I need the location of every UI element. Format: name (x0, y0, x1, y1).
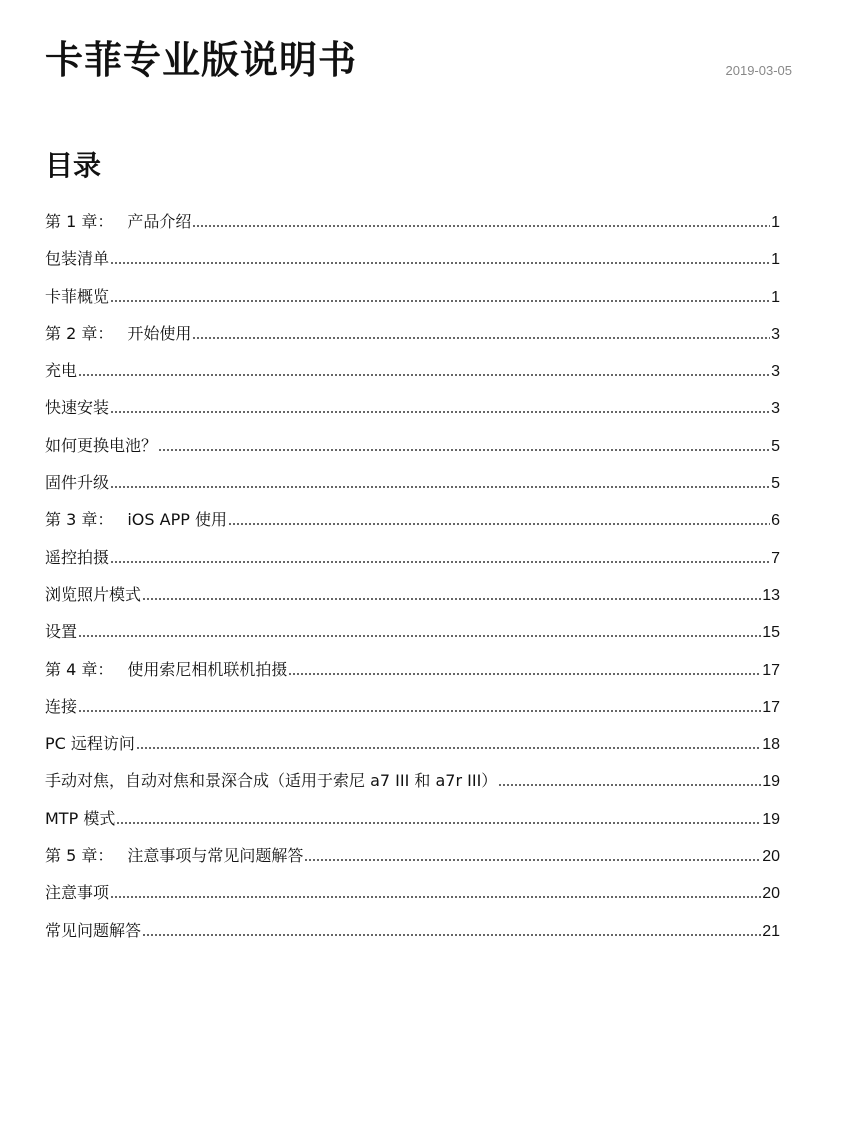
toc-entry-chapter-5[interactable] (45, 842, 780, 879)
toc-link[interactable] (45, 581, 780, 610)
toc-entry[interactable] (45, 581, 780, 618)
toc-entry[interactable] (45, 357, 780, 394)
entry-title: 如何更换电池？ (45, 435, 158, 455)
toc-entry-chapter-4[interactable] (45, 656, 780, 693)
toc-heading: 目录 (45, 149, 102, 182)
toc-link[interactable] (45, 656, 780, 685)
toc-link[interactable] (45, 357, 780, 386)
toc-entry[interactable] (45, 283, 780, 320)
page-number: 19 (762, 773, 780, 791)
page-number: 17 (762, 661, 780, 679)
toc-entry[interactable] (45, 544, 780, 581)
toc-entry-label (45, 320, 191, 348)
entry-title: 浏览照片模式 (45, 584, 142, 604)
toc-entry-chapter-2[interactable] (45, 320, 780, 357)
dot-leader (158, 435, 770, 451)
chapter-number: 第 3 章： (45, 510, 114, 530)
dot-leader (142, 920, 761, 936)
toc-link[interactable] (45, 432, 780, 461)
dot-leader (110, 397, 770, 413)
dot-leader (110, 286, 770, 302)
entry-title: 常见问题解答 (45, 920, 142, 940)
document-title: 卡菲专业版说明书 (45, 38, 358, 82)
toc-link[interactable] (45, 506, 780, 535)
entry-title: 包装清单 (45, 249, 110, 269)
entry-title: 手动对焦，自动对焦和景深合成（适用于索尼 a7 III 和 a7r III） (45, 771, 498, 791)
toc-entry[interactable] (45, 805, 780, 842)
toc-entry[interactable] (45, 245, 780, 282)
dot-leader (110, 248, 770, 264)
entry-title: 注意事项与常见问题解答 (127, 846, 304, 866)
page-number: 6 (771, 512, 780, 530)
toc-link[interactable] (45, 469, 780, 498)
toc-link[interactable] (45, 767, 780, 796)
dot-leader (192, 211, 770, 227)
dot-leader (498, 770, 761, 786)
dot-leader (304, 845, 761, 861)
dot-leader (116, 808, 761, 824)
entry-title: 连接 (45, 696, 78, 716)
page-number: 5 (771, 437, 780, 455)
page-number: 13 (762, 586, 780, 604)
toc-entry-label (45, 842, 303, 870)
page-number: 7 (771, 549, 780, 567)
entry-title: 设置 (45, 622, 78, 642)
page-number: 1 (771, 214, 780, 231)
page-number: 20 (762, 848, 780, 866)
chapter-number: 第 1 章： (45, 212, 114, 231)
toc-entry[interactable] (45, 730, 780, 767)
dot-leader (288, 659, 761, 675)
dot-leader (78, 621, 761, 637)
dot-leader (110, 472, 770, 488)
entry-title: iOS APP 使用 (127, 510, 227, 530)
toc-link[interactable] (45, 544, 780, 573)
entry-title: PC 远程访问 (45, 734, 135, 754)
dot-leader (78, 696, 761, 712)
entry-title: 固件升级 (45, 473, 110, 493)
dot-leader (228, 509, 770, 525)
toc-link[interactable] (45, 283, 780, 312)
page-number: 17 (762, 698, 780, 716)
toc-link[interactable] (45, 805, 780, 834)
chapter-number: 第 5 章： (45, 846, 114, 866)
toc-entry[interactable] (45, 767, 780, 804)
chapter-number: 第 4 章： (45, 659, 114, 679)
entry-title: 充电 (45, 361, 78, 381)
entry-title: 遥控拍摄 (45, 547, 110, 567)
entry-title: 开始使用 (127, 323, 192, 343)
toc-link[interactable] (45, 618, 780, 647)
toc-entry[interactable] (45, 618, 780, 655)
toc-entry-label (45, 208, 191, 236)
page-number: 1 (771, 288, 780, 306)
page-number: 5 (771, 475, 780, 493)
entry-title: 卡菲概览 (45, 286, 110, 306)
toc-entry-chapter-3[interactable] (45, 506, 780, 543)
toc-entry[interactable] (45, 693, 780, 730)
toc-entry[interactable] (45, 917, 780, 954)
table-of-contents (45, 208, 780, 954)
entry-title: MTP 模式 (45, 808, 116, 828)
page-number: 21 (762, 922, 780, 940)
toc-link[interactable] (45, 208, 780, 237)
toc-link[interactable] (45, 693, 780, 722)
toc-entry-chapter-1[interactable] (45, 208, 780, 245)
page-number: 3 (771, 363, 780, 381)
toc-link[interactable] (45, 879, 780, 908)
chapter-number: 第 2 章： (45, 323, 114, 343)
dot-leader (192, 323, 770, 339)
toc-entry[interactable] (45, 469, 780, 506)
toc-entry[interactable] (45, 879, 780, 916)
page-number: 3 (771, 325, 780, 343)
page-number: 1 (771, 251, 780, 269)
dot-leader (78, 360, 770, 376)
toc-link[interactable] (45, 394, 780, 423)
dot-leader (136, 733, 761, 749)
page-number: 18 (762, 736, 780, 754)
document-date: 2019-03-05 (725, 63, 792, 78)
toc-entry[interactable] (45, 432, 780, 469)
entry-title: 快速安装 (45, 398, 110, 418)
entry-title: 使用索尼相机联机拍摄 (127, 659, 288, 679)
dot-leader (110, 547, 770, 563)
dot-leader (142, 584, 761, 600)
toc-entry-label (45, 506, 227, 534)
toc-link[interactable] (45, 320, 780, 349)
page-number: 20 (762, 885, 780, 903)
entry-title: 产品介绍 (127, 212, 192, 231)
page-number: 19 (762, 810, 780, 828)
toc-link[interactable] (45, 245, 780, 274)
toc-entry[interactable] (45, 394, 780, 431)
page-number: 15 (762, 624, 780, 642)
dot-leader (110, 882, 761, 898)
entry-title: 注意事项 (45, 883, 110, 903)
toc-link[interactable] (45, 917, 780, 946)
toc-link[interactable] (45, 842, 780, 871)
page-number: 3 (771, 400, 780, 418)
toc-link[interactable] (45, 730, 780, 759)
toc-entry-label (45, 656, 287, 684)
